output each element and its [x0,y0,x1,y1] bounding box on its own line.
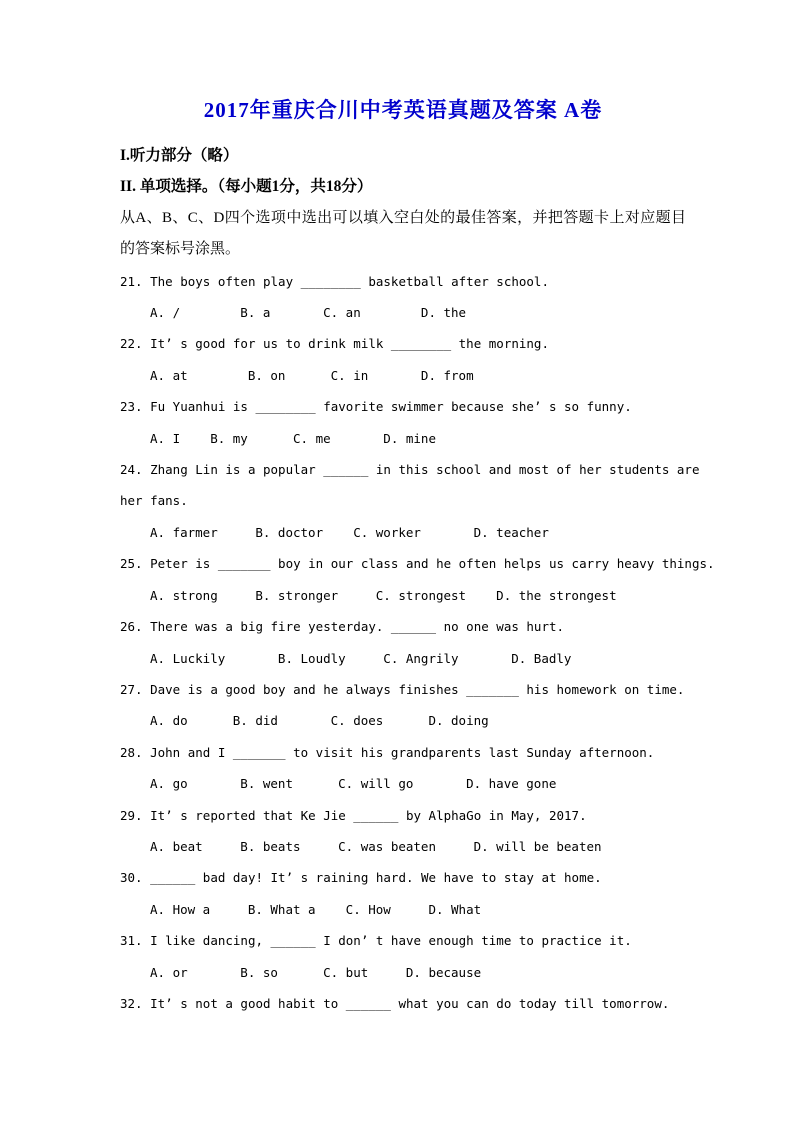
question-number: 21. [120,273,151,289]
question-stem-line [120,925,686,956]
question-22 [120,328,686,391]
question-number: 22. [120,336,151,352]
section-choice-instructions: 从A、B、C、D四个选项中选出可以填入空白处的最佳答案，并把答题卡上对应题目的答案标号涂黑。 [120,209,686,258]
question-stem-line [120,862,686,893]
question-text: Zhang Lin is a popular ______ in this school and most of her students are [150,462,700,478]
question-21 [120,266,686,329]
question-options: A. strong B. stronger C. strongest D. the strongest [150,587,617,603]
question-29 [120,800,686,863]
question-options: A. or B. so C. but D. because [150,964,482,980]
question-options: A. do B. did C. does D. doing [150,713,489,729]
question-text: It’ s good for us to drink milk ________ the morning. [150,336,549,352]
question-23 [120,391,686,454]
section-listening-heading: I.听力部分（略） [120,147,239,164]
question-number: 23. [120,399,151,415]
question-stem-line [120,800,686,831]
question-27 [120,674,686,737]
question-text: It’ s reported that Ke Jie ______ by AlphaGo in May, 2017. [150,807,587,823]
question-31 [120,925,686,988]
question-options: A. I B. my C. me D. mine [150,430,436,446]
question-stem-line [120,454,700,485]
question-number: 24. [120,462,151,478]
question-text: Fu Yuanhui is ________ favorite swimmer because she’ s so funny. [150,399,632,415]
question-stem-line [120,988,686,1019]
question-text: ______ bad day! It’ s raining hard. We have to stay at home. [150,870,602,886]
question-24 [120,454,700,548]
question-stem-line [120,328,686,359]
question-text: It’ s not a good habit to ______ what you can do today till tomorrow. [150,995,670,1011]
question-text: I like dancing, ______ I don’ t have enough time to practice it. [150,933,632,949]
question-text-continuation: her fans. [120,493,188,509]
question-text: Dave is a good boy and he always finishes _______ his homework on time. [150,681,685,697]
question-number: 30. [120,870,151,886]
question-options: A. at B. on C. in D. from [150,367,474,383]
question-stem-line [120,391,686,422]
question-stem-line [120,737,686,768]
question-options: A. farmer B. doctor C. worker D. teacher [150,524,549,540]
question-options: A. go B. went C. will go D. have gone [150,776,557,792]
question-number: 32. [120,995,151,1011]
section-choice-heading: II. 单项选择。（每小题1分，共18分） [120,178,373,196]
question-stem-line [120,674,686,705]
question-30 [120,862,686,925]
question-options: A. How a B. What a C. How D. What [150,901,482,917]
question-list [120,266,715,1020]
page-title: 2017年重庆合川中考英语真题及答案 A卷 [203,98,603,122]
question-number: 31. [120,933,151,949]
question-number: 26. [120,619,151,635]
question-text: John and I _______ to visit his grandparents last Sunday afternoon. [150,744,655,760]
question-25 [120,548,715,611]
question-stem-line [120,611,686,642]
question-number: 25. [120,556,151,572]
question-number: 29. [120,807,151,823]
question-28 [120,737,686,800]
question-number: 27. [120,681,151,697]
question-number: 28. [120,744,151,760]
question-text: There was a big fire yesterday. ______ no one was hurt. [150,619,565,635]
question-options: A. Luckily B. Loudly C. Angrily D. Badly [150,650,572,666]
question-stem-line [120,266,686,297]
question-options: A. / B. a C. an D. the [150,305,467,321]
question-26 [120,611,686,674]
question-text: The boys often play ________ basketball after school. [150,273,549,289]
question-options: A. beat B. beats C. was beaten D. will be beaten [150,838,602,854]
question-stem-line [120,548,715,579]
question-text: Peter is _______ boy in our class and he often helps us carry heavy things. [150,556,715,572]
question-32 [120,988,686,1019]
